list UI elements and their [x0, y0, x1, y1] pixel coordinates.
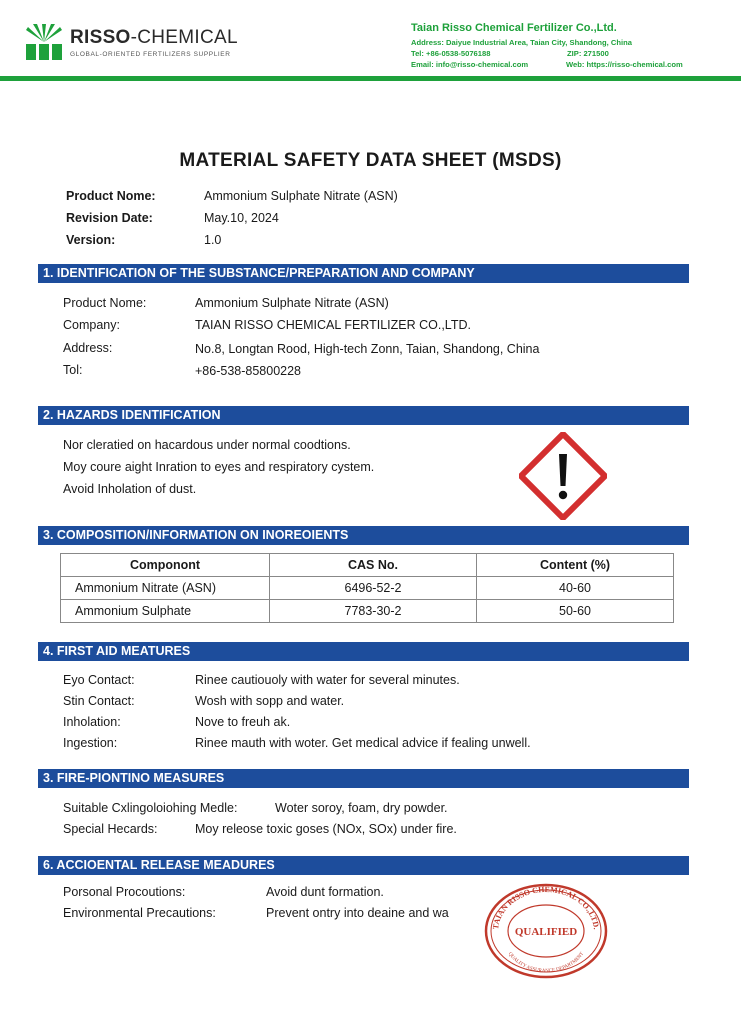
s5-hazards-label: Special Hecards: — [63, 822, 158, 836]
s2-line-1: Nor cleratied on hacardous under normal coodtions. — [63, 438, 351, 452]
s1-tel-value: +86-538-85800228 — [195, 364, 301, 378]
table-cell-cas: 7783-30-2 — [270, 600, 477, 623]
meta-revision-label: Revision Date: — [66, 211, 153, 225]
s4-inhalation-label: Inholation: — [63, 715, 121, 729]
exclamation-hazard-icon — [519, 432, 607, 520]
s1-address-label: Address: — [63, 341, 113, 355]
meta-version-label: Version: — [66, 233, 116, 247]
table-cell-component: Ammonium Nitrate (ASN) — [61, 577, 270, 600]
meta-product-label: Product Nome: — [66, 189, 156, 203]
company-web: Web: https://risso-chemical.com — [566, 60, 683, 69]
table-cell-content: 50-60 — [477, 600, 674, 623]
col-component-header: Componont — [61, 554, 270, 577]
company-zip: ZIP: 271500 — [567, 49, 609, 58]
s1-company-label: Company: — [63, 318, 120, 332]
meta-version-value: 1.0 — [204, 233, 222, 247]
stamp-center-text: QUALIFIED — [514, 926, 578, 938]
section-2-header: 2. HAZARDS IDENTIFICATION — [38, 406, 689, 425]
brand-name — [70, 27, 238, 49]
s1-tel-label: Tol: — [63, 363, 83, 377]
s5-hazards-value: Moy releose toxic goses (NOx, SOx) under fire. — [195, 822, 457, 836]
stamp-ring-text: TAIAN RISSO CHEMICAL CO.,LTD. — [491, 884, 601, 930]
s6-personal-label: Porsonal Procoutions: — [63, 885, 186, 899]
s1-company-value: TAIAN RISSO CHEMICAL FERTILIZER CO.,LTD. — [195, 318, 471, 332]
s5-media-value: Woter soroy, foam, dry powder. — [275, 801, 448, 815]
section-1-header: 1. IDENTIFICATION OF THE SUBSTANCE/PREPARATION AND COMPANY — [38, 264, 689, 283]
table-cell-content: 40-60 — [477, 577, 674, 600]
s6-personal-value: Avoid dunt formation. — [266, 885, 384, 899]
s1-product-label: Product Nome: — [63, 296, 147, 310]
s4-skin-value: Wosh with sopp and water. — [195, 694, 345, 708]
table-header-row — [61, 554, 674, 577]
s1-address-value: No.8, Longtan Rood, High-tech Zonn, Taian, Shandong, China — [195, 342, 540, 356]
s6-environmental-label: Environmental Precautions: — [63, 906, 216, 920]
brand-light: -CHEMICAL — [130, 27, 238, 48]
s2-line-3: Avoid Inholation of dust. — [63, 482, 197, 496]
s2-line-2: Moy coure aight Inration to eyes and respiratory cystem. — [63, 460, 375, 474]
s4-skin-label: Stin Contact: — [63, 694, 135, 708]
meta-product-value: Ammonium Sulphate Nitrate (ASN) — [204, 189, 398, 203]
s1-product-value: Ammonium Sulphate Nitrate (ASN) — [195, 296, 389, 310]
table-cell-component: Ammonium Sulphate — [61, 600, 270, 623]
section-3-header: 3. COMPOSITION/INFORMATION ON INOREOIENTS — [38, 526, 689, 545]
table-row — [61, 600, 674, 623]
header-divider — [0, 76, 741, 81]
brand-bold: RISSO — [70, 27, 131, 48]
s4-eye-label: Eyo Contact: — [63, 673, 135, 687]
s4-ingestion-value: Rinee mauth with woter. Get medical advice if fealing unwell. — [195, 736, 531, 750]
s4-eye-value: Rinee cautiouoly with water for several minutes. — [195, 673, 460, 687]
table-cell-cas: 6496-52-2 — [270, 577, 477, 600]
s4-inhalation-value: Nove to freuh ak. — [195, 715, 291, 729]
stamp-bottom-text: QUALITY ASSURANCE DEPARTMENT — [506, 951, 586, 975]
qualified-stamp-icon — [482, 882, 610, 980]
col-content-header: Content (%) — [477, 554, 674, 577]
company-address: Address: Daiyue Industrial Area, Taian City, Shandong, China — [411, 38, 632, 47]
s4-ingestion-label: Ingestion: — [63, 736, 118, 750]
company-name: Taian Risso Chemical Fertilizer Co.,Ltd. — [411, 22, 617, 34]
section-4-header: 4. FIRST AID MEATURES — [38, 642, 689, 661]
col-cas-header: CAS No. — [270, 554, 477, 577]
section-5-header: 3. FIRE-PIONTINO MEASURES — [38, 769, 689, 788]
risso-logo-icon — [24, 24, 64, 60]
meta-revision-value: May.10, 2024 — [204, 211, 279, 225]
section-6-header: 6. ACCIOENTAL RELEASE MEADURES — [38, 856, 689, 875]
brand-tagline: GLOBAL-ORIENTED FERTILIZERS SUPPLIER — [70, 51, 231, 58]
company-email: Email: info@risso-chemical.com — [411, 60, 529, 69]
s5-media-label: Suitable Cxlingoloiohing Medle: — [63, 801, 238, 815]
composition-table — [60, 553, 674, 623]
document-title: MATERIAL SAFETY DATA SHEET (MSDS) — [179, 150, 562, 171]
s6-environmental-value: Prevent ontry into deaine and wa — [266, 906, 449, 920]
table-row — [61, 577, 674, 600]
company-tel: Tel: +86-0538-5076188 — [411, 49, 491, 58]
